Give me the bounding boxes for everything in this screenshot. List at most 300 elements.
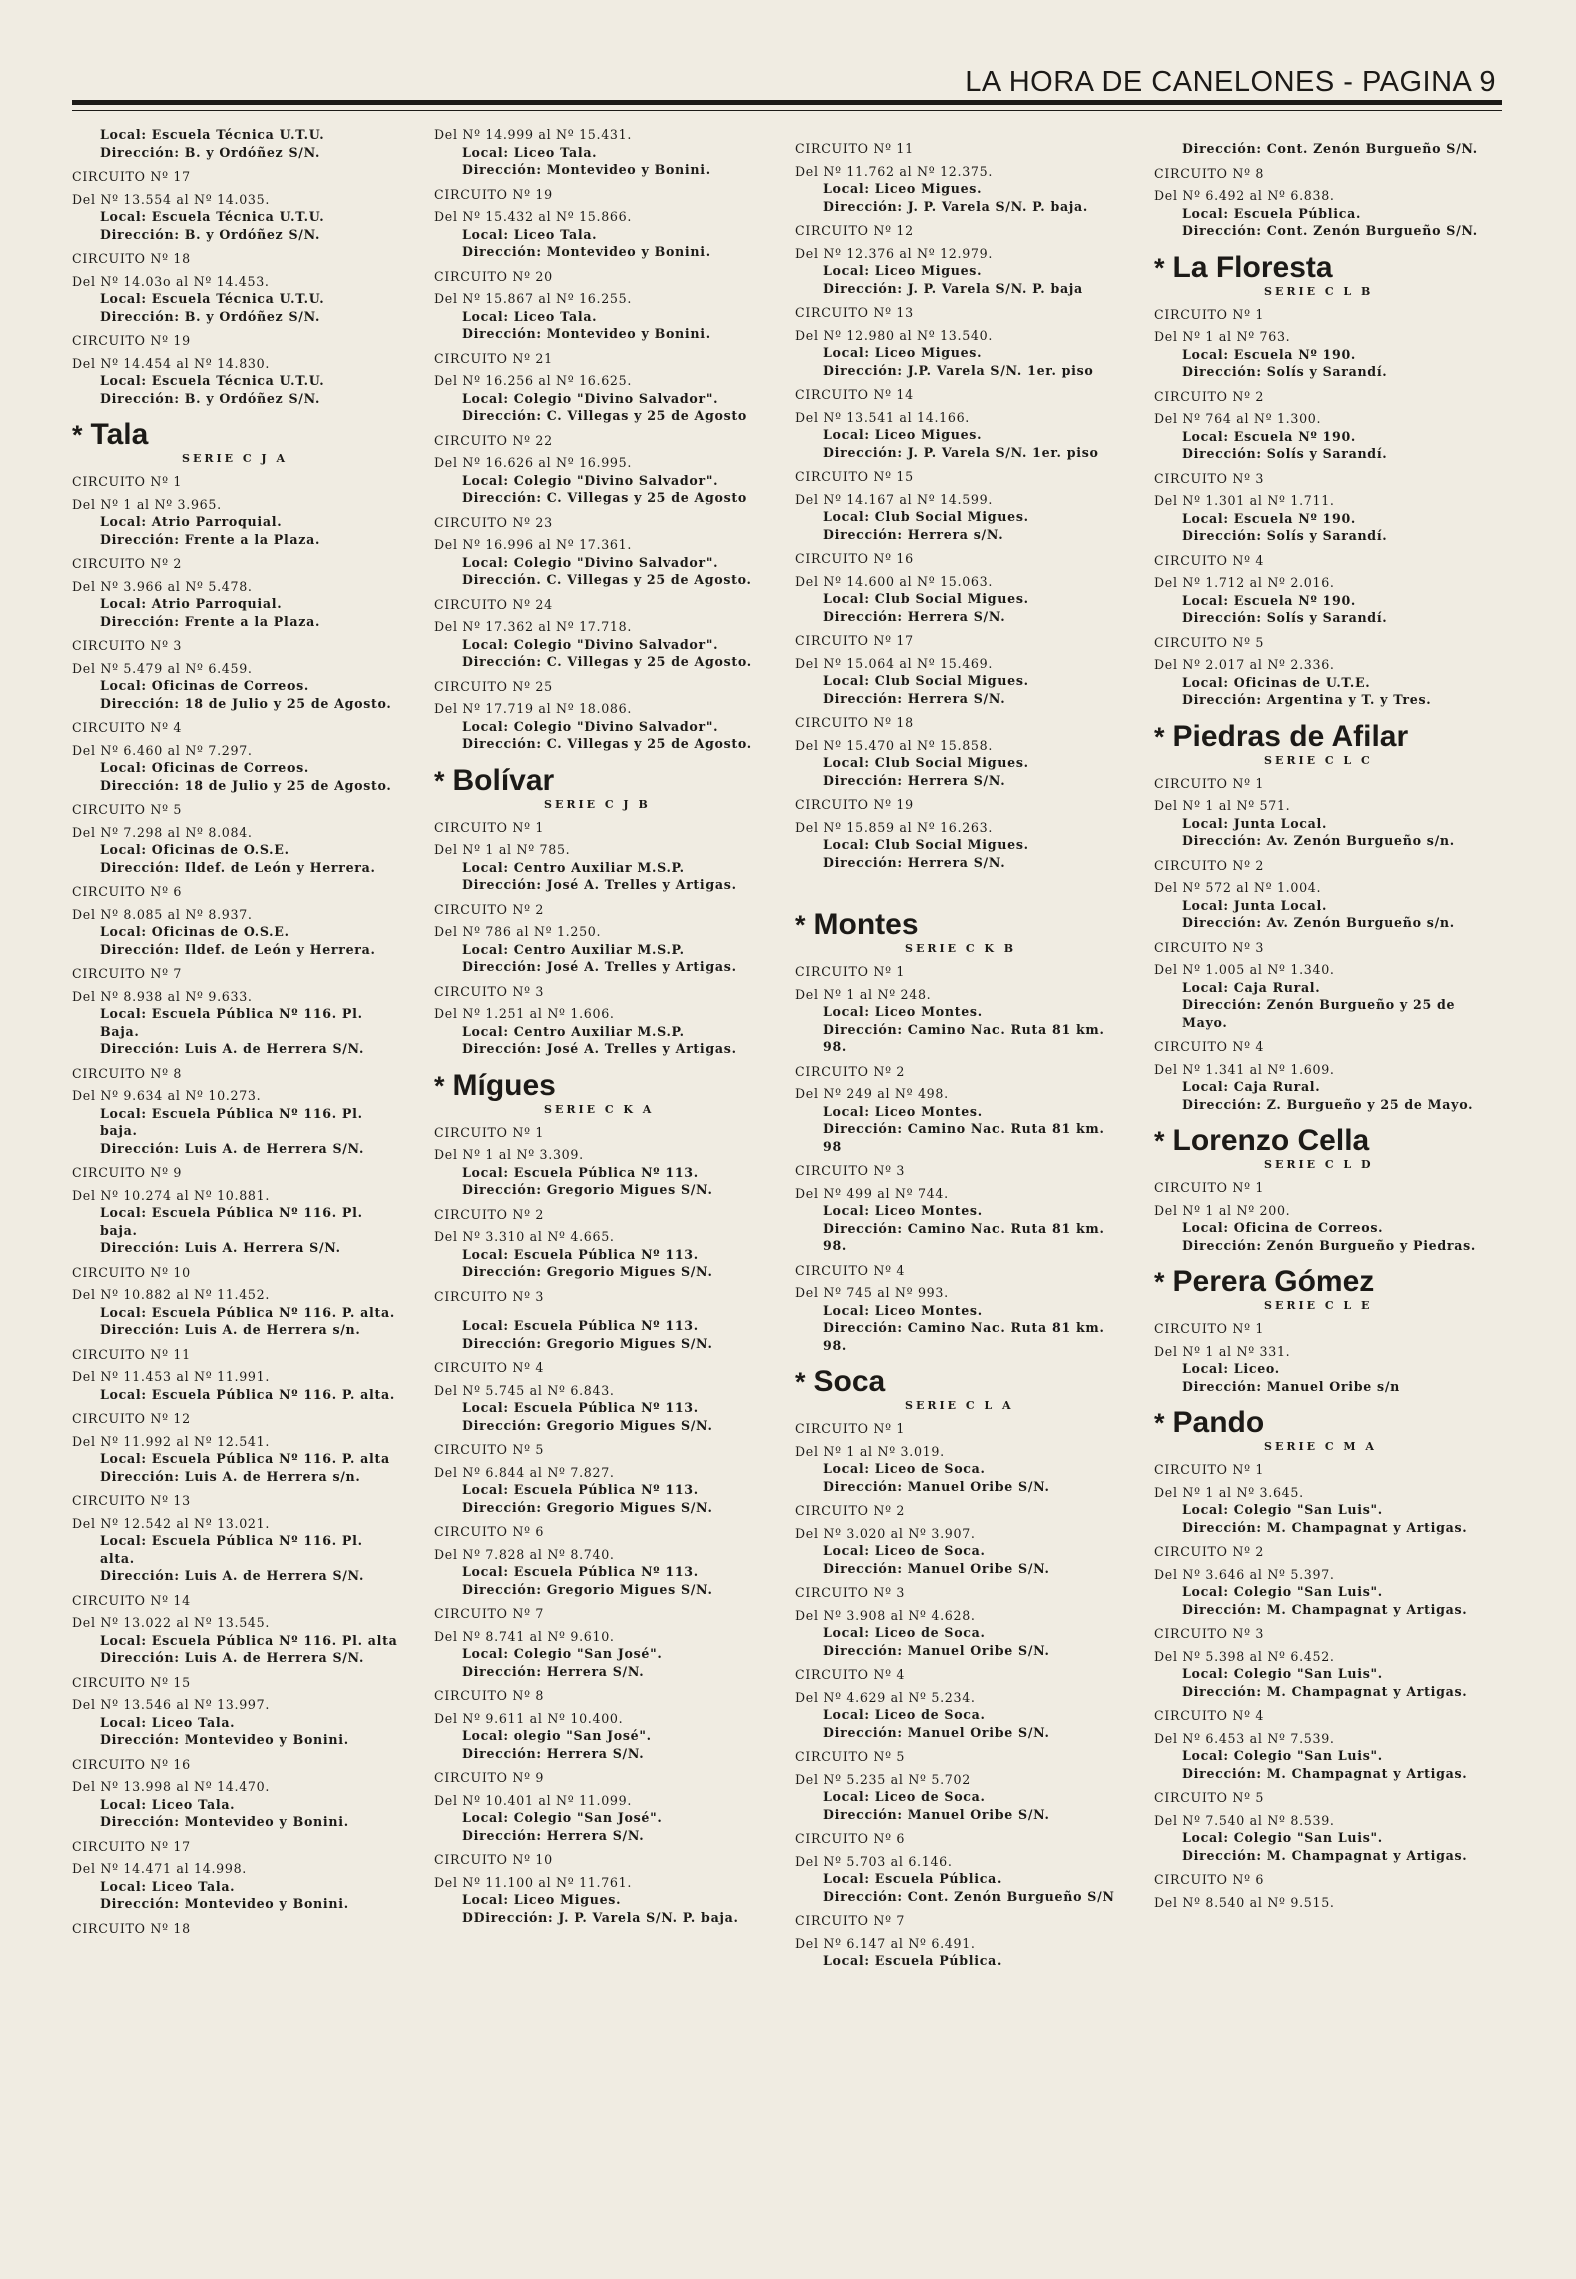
column-3 [795,126,1121,1970]
locality-name: Montes [813,908,919,941]
local-line: Local: Escuela Pública. [823,1953,1003,1968]
direccion-line: Dirección: Luis A. de Herrera s/n. [100,1322,361,1337]
circuit-heading: CIRCUITO Nº 3 [795,1163,906,1178]
circuit-range: Del Nº 9.611 al Nº 10.400. [434,1710,624,1726]
locality-name: Soca [813,1365,886,1398]
circuit-heading: CIRCUITO Nº 2 [434,901,545,917]
local-line: Local: Liceo Tala. [100,1714,236,1730]
direccion-line: Dirección: J.P. Varela S/N. 1er. piso [823,362,1094,378]
circuit-range: Del Nº 14.600 al Nº 15.063. [795,573,994,589]
local-line: Local: Atrio Parroquial. [100,596,283,611]
direccion-line: Dirección: M. Champagnat y Artigas. [1182,1765,1468,1781]
locality-name: La Floresta [1172,250,1333,284]
circuit-range: Del Nº 7.540 al Nº 8.539. [1154,1812,1335,1828]
circuit-range: Del Nº 1.301 al Nº 1.711. [1154,493,1335,508]
local-line: Local: Colegio "San Luis". [1182,1666,1383,1681]
local-line: Local: Liceo de Soca. [823,1461,986,1476]
circuit-range: Del Nº 6.147 al Nº 6.491. [795,1935,976,1951]
circuit-heading: CIRCUITO Nº 9 [72,1165,183,1180]
direccion-line: Dirección: Montevideo y Bonini. [462,244,711,259]
local-line: Local: Liceo Tala. [462,144,598,160]
asterisk-icon: * [72,420,83,450]
circuit-heading: CIRCUITO Nº 10 [72,1264,191,1280]
local-line: Local: Liceo Tala. [462,308,598,324]
circuit-heading: CIRCUITO Nº 8 [72,1065,183,1081]
circuit-range: Del Nº 9.634 al Nº 10.273. [72,1088,262,1103]
direccion-line: Dirección: Cont. Zenón Burgueño S/N [823,1888,1115,1904]
direccion-line: Dirección: B. y Ordóñez S/N. [100,144,321,160]
direccion-line: Dirección: Gregorio Migues S/N. [462,1581,713,1597]
circuit-range: Del Nº 15.859 al Nº 16.263. [795,819,994,835]
local-line: Local: Colegio "Divino Salvador". [462,718,719,734]
circuit-heading: CIRCUITO Nº 7 [795,1913,906,1928]
local-line: Local: Oficinas de U.T.E. [1182,674,1371,690]
circuit-range: Del Nº 6.453 al Nº 7.539. [1154,1730,1335,1746]
direccion-line: Dirección: Manuel Oribe S/N. [823,1642,1050,1658]
circuit-range: Del Nº 15.432 al Nº 15.866. [434,209,633,224]
direccion-line: Dirección: 18 de Julio y 25 de Agosto. [100,695,392,711]
circuit-range: Del Nº 12.980 al Nº 13.540. [795,327,994,343]
locality-name: Lorenzo Cella [1172,1124,1370,1157]
circuit-heading: CIRCUITO Nº 4 [1154,552,1265,568]
circuit-heading: CIRCUITO Nº 7 [72,966,183,981]
direccion-line: Dirección: Ildef. de León y Herrera. [100,941,376,957]
circuit-range: Del Nº 8.540 al Nº 9.515. [1154,1894,1335,1910]
circuit-range: Del Nº 1 al Nº 3.309. [434,1147,584,1162]
direccion-line: Dirección: B. y Ordóñez S/N. [100,226,321,242]
serie-label: SERIE C L A [905,1399,1014,1412]
asterisk-icon: * [795,910,806,940]
circuit-range: Del Nº 11.762 al Nº 12.375. [795,163,994,179]
circuit-range: Del Nº 13.546 al Nº 13.997. [72,1697,271,1712]
local-line: Local: Liceo. [1182,1361,1280,1376]
serie-label: SERIE C J B [544,797,651,811]
direccion-line: Dirección: 18 de Julio y 25 de Agosto. [100,777,392,793]
circuit-heading: CIRCUITO Nº 4 [795,1262,906,1278]
circuit-heading: CIRCUITO Nº 1 [434,1124,545,1140]
direccion-line: Dirección: Solís y Sarandí. [1182,528,1388,543]
section-title [795,909,1121,941]
local-line: Local: Escuela Pública Nº 116. Pl. baja. [100,1205,363,1238]
circuit-range: Del Nº 16.626 al Nº 16.995. [434,455,633,470]
local-line: Local: Liceo Migues. [823,345,983,360]
circuit-range: Del Nº 745 al Nº 993. [795,1285,949,1300]
circuit-range: Del Nº 14.03o al Nº 14.453. [72,273,270,289]
asterisk-icon: * [1154,1408,1165,1438]
circuit-heading: CIRCUITO Nº 1 [1154,775,1265,791]
local-line: Local: Liceo Migues. [823,181,983,196]
asterisk-icon: * [434,1070,445,1101]
local-line: Local: Liceo Migues. [823,427,983,442]
section-title [1154,1125,1480,1157]
direccion-line: Dirección: Luis A. de Herrera S/N. [100,1650,365,1665]
circuit-range: Del Nº 13.998 al Nº 14.470. [72,1779,271,1794]
local-line: Local: Escuela Técnica U.T.U. [100,373,325,388]
direccion-line: Dirección: Gregorio Migues S/N. [462,1499,713,1515]
circuit-heading: CIRCUITO Nº 17 [72,169,191,184]
circuit-range: Del Nº 12.542 al Nº 13.021. [72,1515,271,1531]
direccion-line: Dirección: Manuel Oribe S/N. [823,1560,1050,1576]
section-title [1154,1407,1480,1439]
circuit-range: Del Nº 11.992 al Nº 12.541. [72,1433,271,1449]
direccion-line: Dirección: Camino Nac. Ruta 81 km. 98. [823,1220,1105,1253]
circuit-heading: CIRCUITO Nº 5 [434,1442,545,1457]
direccion-line-cont: Mayo. [1182,1014,1228,1030]
circuit-range: Del Nº 1 al Nº 331. [1154,1343,1291,1359]
locality-name: Pando [1172,1406,1265,1439]
circuit-heading: CIRCUITO Nº 15 [72,1674,191,1690]
circuit-range: Del Nº 5.703 al 6.146. [795,1853,953,1869]
serie-label: SERIE C L C [1264,753,1373,767]
local-line: Local: Club Social Migues. [823,591,1029,606]
circuit-heading: CIRCUITO Nº 2 [72,556,183,571]
circuit-heading: CIRCUITO Nº 24 [434,596,553,612]
local-line: Local: Liceo de Soca. [823,1707,986,1722]
locality-name: Perera Gómez [1172,1265,1375,1298]
circuit-range: Del Nº 1 al Nº 3.965. [72,496,222,512]
direccion-line: Dirección: Herrera S/N. [823,854,1006,870]
circuit-range: Del Nº 1.251 al Nº 1.606. [434,1006,615,1021]
serie-label: SERIE C M A [1264,1440,1377,1453]
circuit-heading: CIRCUITO Nº 5 [795,1749,906,1764]
direccion-line: Dirección: Herrera S/N. [462,1827,645,1843]
circuit-heading: CIRCUITO Nº 4 [795,1667,906,1682]
local-line: Local: Oficinas de O.S.E. [100,924,290,939]
direccion-line: Dirección: Camino Nac. Ruta 81 km. 98. [823,1021,1105,1054]
direccion-line: Dirección: Argentina y T. y Tres. [1182,692,1432,707]
circuit-heading: CIRCUITO Nº 3 [795,1585,906,1600]
circuit-heading: CIRCUITO Nº 1 [1154,1321,1265,1336]
section-title [795,1366,1121,1398]
circuit-heading: CIRCUITO Nº 1 [1154,1462,1265,1477]
direccion-line: Dirección: Luis A. Herrera S/N. [100,1240,341,1255]
circuit-range: Del Nº 14.471 al 14.998. [72,1861,248,1876]
direccion-line: Dirección: Herrera S/N. [462,1663,645,1679]
local-line: Local: Liceo Montes. [823,1004,983,1019]
asterisk-icon: * [1154,1267,1165,1297]
circuit-range: Del Nº 1 al Nº 3.019. [795,1443,945,1459]
circuit-heading: CIRCUITO Nº 25 [434,678,553,694]
circuit-range: Del Nº 8.741 al Nº 9.610. [434,1628,615,1644]
local-line: Local: Escuela Pública Nº 113. [462,1318,699,1333]
direccion-line: Dirección: J. P. Varela S/N. P. baja [823,280,1083,296]
direccion-line: Dirección: Montevideo y Bonini. [100,1814,349,1829]
circuit-range: Del Nº 4.629 al Nº 5.234. [795,1689,976,1705]
direccion-line: Dirección: Montevideo y Bonini. [462,326,711,341]
circuit-range: Del Nº 8.938 al Nº 9.633. [72,988,253,1004]
direccion-line: Dirección: Montevideo y Bonini. [100,1732,349,1747]
circuit-heading: CIRCUITO Nº 21 [434,350,553,366]
circuit-range: Del Nº 1 al Nº 763. [1154,329,1291,344]
local-line: Local: Colegio "San José". [462,1646,663,1661]
local-line: Local: Liceo Migues. [462,1892,622,1907]
asterisk-icon: * [1154,252,1165,283]
locality-name: Tala [90,418,149,451]
circuit-range: Del Nº 3.646 al Nº 5.397. [1154,1566,1335,1582]
direccion-line: Dirección: M. Champagnat y Artigas. [1182,1683,1468,1699]
direccion-line: Dirección: Luis A. de Herrera S/N. [100,1041,365,1056]
circuit-range: Del Nº 11.453 al Nº 11.991. [72,1369,271,1384]
circuit-range: Del Nº 6.844 al Nº 7.827. [434,1464,615,1480]
circuit-range: Del Nº 499 al Nº 744. [795,1185,949,1201]
circuit-heading: CIRCUITO Nº 17 [795,633,914,648]
direccion-line: Dirección: Gregorio Migues S/N. [462,1182,713,1197]
circuit-heading: CIRCUITO Nº 5 [72,802,183,817]
direccion-line: Dirección: M. Champagnat y Artigas. [1182,1519,1468,1535]
circuit-range: Del Nº 10.401 al Nº 11.099. [434,1792,633,1808]
circuit-heading: CIRCUITO Nº 14 [795,387,914,402]
circuit-range: Del Nº 3.310 al Nº 4.665. [434,1229,615,1244]
circuit-range: Del Nº 13.541 al 14.166. [795,409,971,425]
circuit-range: Del Nº 8.085 al Nº 8.937. [72,906,253,922]
section-title [434,765,760,797]
circuit-range: Del Nº 14.167 al Nº 14.599. [795,491,994,507]
circuit-heading: CIRCUITO Nº 4 [1154,1039,1265,1054]
header-rule-thin [72,110,1502,111]
local-line: Local: Colegio "San Luis". [1182,1748,1383,1763]
circuit-heading: CIRCUITO Nº 19 [795,797,914,812]
direccion-line: Dirección. C. Villegas y 25 de Agosto. [462,572,752,587]
direccion-line: Dirección: Manuel Oribe s/n [1182,1378,1400,1394]
circuit-heading: CIRCUITO Nº 8 [1154,165,1265,181]
circuit-range: Del Nº 3.020 al Nº 3.907. [795,1525,976,1541]
section-title [1154,1266,1480,1298]
local-line: Local: Escuela Pública Nº 116. Pl. baja. [100,1105,363,1138]
circuit-heading: CIRCUITO Nº 14 [72,1592,191,1608]
circuit-heading: CIRCUITO Nº 5 [1154,634,1265,650]
circuit-heading: CIRCUITO Nº 18 [795,715,914,730]
circuit-heading: CIRCUITO Nº 9 [434,1770,545,1785]
circuit-range: Del Nº 7.298 al Nº 8.084. [72,824,253,840]
local-line: Local: Liceo Tala. [100,1796,236,1812]
locality-name: Mígues [452,1068,556,1102]
local-line: Local: Oficina de Correos. [1182,1220,1384,1235]
circuit-range: Del Nº 12.376 al Nº 12.979. [795,245,994,261]
circuit-heading: CIRCUITO Nº 8 [434,1688,545,1703]
circuit-heading: CIRCUITO Nº 2 [434,1206,545,1222]
circuit-heading: CIRCUITO Nº 3 [72,638,183,653]
circuit-heading: CIRCUITO Nº 1 [795,964,906,979]
direccion-line: Dirección: M. Champagnat y Artigas. [1182,1601,1468,1617]
circuit-range: Del Nº 15.867 al Nº 16.255. [434,291,633,306]
local-line: Local: Centro Auxiliar M.S.P. [462,859,685,875]
direccion-line: Dirección: Solís y Sarandí. [1182,364,1388,379]
local-line: Local: Liceo Montes. [823,1302,983,1318]
local-line: Local: Liceo Migues. [823,263,983,278]
circuit-heading: CIRCUITO Nº 1 [795,1421,906,1436]
circuit-range: Del Nº 13.022 al Nº 13.545. [72,1615,271,1630]
circuit-range: Del Nº 1 al Nº 571. [1154,798,1291,813]
circuit-range: Del Nº 15.064 al Nº 15.469. [795,655,994,671]
circuit-heading: CIRCUITO Nº 19 [72,333,191,348]
direccion-line: Dirección: Manuel Oribe S/N. [823,1724,1050,1740]
circuit-heading: CIRCUITO Nº 3 [434,1288,545,1304]
circuit-range: Del Nº 1 al Nº 200. [1154,1202,1291,1218]
circuit-heading: CIRCUITO Nº 22 [434,432,553,448]
circuit-heading: CIRCUITO Nº 3 [1154,470,1265,486]
circuit-range: Del Nº 17.362 al Nº 17.718. [434,619,633,634]
local-line: Local: Liceo de Soca. [823,1789,986,1804]
circuit-heading: CIRCUITO Nº 3 [1154,1626,1265,1641]
circuit-heading: CIRCUITO Nº 1 [72,474,183,489]
direccion-line: Dirección: C. Villegas y 25 de Agosto [462,490,747,505]
circuit-range: Del Nº 5.479 al Nº 6.459. [72,660,253,676]
serie-label: SERIE C L D [1264,1158,1374,1171]
direccion-line: Dirección: José A. Trelles y Artigas. [462,1041,737,1056]
direccion-line: Dirección: J. P. Varela S/N. 1er. piso [823,444,1099,460]
circuit-heading: CIRCUITO Nº 13 [72,1493,191,1508]
local-line: Local: Oficinas de Correos. [100,760,309,775]
local-line: Local: Liceo Tala. [100,1878,236,1894]
circuit-heading: CIRCUITO Nº 6 [72,884,183,899]
local-line: Local: Liceo Tala. [462,226,598,242]
circuit-heading: CIRCUITO Nº 3 [1154,939,1265,955]
local-line: Local: Centro Auxiliar M.S.P. [462,1023,685,1039]
asterisk-icon: * [434,765,445,796]
local-line: Local: Club Social Migues. [823,509,1029,524]
circuit-range: Del Nº 786 al Nº 1.250. [434,924,602,939]
direccion-line: Dirección: Luis A. de Herrera S/N. [100,1140,365,1156]
circuit-range: Del Nº 10.274 al Nº 10.881. [72,1187,271,1203]
direccion-line: Dirección: Camino Nac. Ruta 81 km. 98 [823,1121,1105,1154]
local-line: Local: Caja Rural. [1182,1079,1321,1094]
local-line: Local: Escuela Pública Nº 116. Pl. alta. [100,1533,363,1566]
circuit-heading: CIRCUITO Nº 13 [795,305,914,320]
circuit-heading: CIRCUITO Nº 3 [434,983,545,999]
circuit-heading: CIRCUITO Nº 11 [72,1346,191,1362]
direccion-line: Dirección: Herrera s/N. [823,526,1004,542]
circuit-heading: CIRCUITO Nº 20 [434,268,553,284]
serie-label: SERIE C K A [544,1102,655,1116]
circuit-heading: CIRCUITO Nº 2 [1154,857,1265,873]
direccion-line: Dirección: Frente a la Plaza. [100,531,321,547]
circuit-heading: CIRCUITO Nº 15 [795,469,914,484]
circuit-range: Del Nº 3.908 al Nº 4.628. [795,1607,976,1623]
local-line: Local: Escuela Técnica U.T.U. [100,291,325,306]
local-line: Local: olegio "San José". [462,1728,652,1743]
asterisk-icon: * [1154,721,1165,752]
circuit-heading: CIRCUITO Nº 19 [434,186,553,202]
local-line: Local: Escuela Pública Nº 116. P. alta. [100,1304,395,1320]
circuit-range: Del Nº 5.235 al Nº 5.702 [795,1771,971,1787]
local-line: Local: Escuela Pública Nº 116. Pl. alta [100,1632,398,1648]
circuit-range: Del Nº 3.966 al Nº 5.478. [72,578,253,594]
local-line: Local: Escuela Pública Nº 113. [462,1400,699,1415]
circuit-range: Del Nº 14.999 al Nº 15.431. [434,127,633,142]
local-line: Local: Colegio "San Luis". [1182,1584,1383,1599]
circuit-heading: CIRCUITO Nº 1 [434,819,545,835]
local-line: Local: Caja Rural. [1182,979,1321,995]
direccion-line: Dirección: M. Champagnat y Artigas. [1182,1847,1468,1863]
local-line: Local: Escuela Pública. [823,1871,1003,1886]
circuit-range: Del Nº 249 al Nº 498. [795,1086,949,1101]
local-line: Local: Escuela Nº 190. [1182,428,1357,444]
circuit-range: Del Nº 1 al Nº 3.645. [1154,1484,1304,1500]
page-header-title: LA HORA DE CANELONES - PAGINA 9 [965,66,1496,98]
local-line: Local: Escuela Nº 190. [1182,346,1357,362]
circuit-range: Del Nº 16.996 al Nº 17.361. [434,537,633,552]
direccion-line: Dirección: Manuel Oribe S/N. [823,1806,1050,1822]
local-line: Local: Junta Local. [1182,897,1328,913]
circuit-range: Del Nº 16.256 al Nº 16.625. [434,373,633,388]
circuit-range: Del Nº 1 al Nº 248. [795,986,932,1002]
direccion-line: Dirección: Gregorio Migues S/N. [462,1264,713,1279]
local-line: Local: Colegio "San Luis". [1182,1502,1383,1517]
local-line: Local: Colegio "Divino Salvador". [462,472,719,488]
circuit-heading: CIRCUITO Nº 23 [434,514,553,530]
local-line: Local: Escuela Pública Nº 113. [462,1246,699,1262]
direccion-line: Dirección: B. y Ordóñez S/N. [100,390,321,406]
direccion-line: Dirección: José A. Trelles y Artigas. [462,959,737,974]
circuit-heading: CIRCUITO Nº 4 [72,720,183,735]
section-title [1154,721,1480,753]
circuit-heading: CIRCUITO Nº 18 [72,251,191,266]
circuit-range: Del Nº 1.005 al Nº 1.340. [1154,962,1335,977]
circuit-range: Del Nº 7.828 al Nº 8.740. [434,1546,615,1562]
circuit-heading: CIRCUITO Nº 6 [795,1831,906,1846]
circuit-heading: CIRCUITO Nº 16 [795,551,914,566]
local-line: Local: Atrio Parroquial. [100,514,283,529]
circuit-heading: CIRCUITO Nº 11 [795,141,914,156]
circuit-heading: CIRCUITO Nº 12 [72,1411,191,1426]
direccion-line: Dirección: Herrera S/N. [462,1745,645,1761]
direccion-line: Dirección: C. Villegas y 25 de Agosto. [462,654,752,669]
direccion-line: DDirección: J. P. Varela S/N. P. baja. [462,1909,739,1925]
local-line: Local: Escuela Pública Nº 113. [462,1564,699,1579]
circuit-range: Del Nº 15.470 al Nº 15.858. [795,737,994,753]
serie-label: SERIE C L B [1264,284,1374,298]
circuit-heading: CIRCUITO Nº 12 [795,223,914,238]
circuit-heading: CIRCUITO Nº 10 [434,1852,553,1867]
circuit-range: Del Nº 1 al Nº 785. [434,842,571,857]
local-line: Local: Colegio "Divino Salvador". [462,390,719,406]
serie-label: SERIE C K B [905,942,1017,955]
circuit-range: Del Nº 14.454 al Nº 14.830. [72,355,271,371]
direccion-line: Dirección: Solís y Sarandí. [1182,446,1388,461]
direccion-line: Dirección: Av. Zenón Burgueño s/n. [1182,915,1455,930]
column-4 [1154,126,1480,1911]
direccion-line: Dirección: Av. Zenón Burgueño s/n. [1182,833,1455,848]
direccion-line: Dirección: Gregorio Migues S/N. [462,1335,713,1351]
local-line: Local: Junta Local. [1182,815,1328,831]
section-title [434,1070,760,1102]
asterisk-icon: * [795,1367,806,1397]
direccion-line: Dirección: Gregorio Migues S/N. [462,1417,713,1433]
circuit-heading: CIRCUITO Nº 17 [72,1838,191,1854]
serie-label: SERIE C L E [1264,1299,1373,1312]
local-line: Local: Liceo de Soca. [823,1625,986,1640]
local-line: Local: Escuela Pública Nº 116. P. alta [100,1451,390,1466]
section-title [72,419,398,451]
direccion-line: Dirección: Camino Nac. Ruta 81 km. 98. [823,1320,1105,1353]
local-line: Local: Liceo Montes. [823,1103,983,1119]
circuit-range: Del Nº 6.460 al Nº 7.297. [72,742,253,758]
direccion-line: Dirección: Solís y Sarandí. [1182,610,1388,625]
circuit-range: Del Nº 5.398 al Nº 6.452. [1154,1648,1335,1664]
circuit-heading: CIRCUITO Nº 5 [1154,1790,1265,1805]
local-line: Local: Oficinas de O.S.E. [100,842,290,857]
circuit-range: Del Nº 11.100 al Nº 11.761. [434,1874,633,1890]
local-line: Local: Liceo Montes. [823,1203,983,1218]
column-1 [72,126,398,1937]
circuit-heading: CIRCUITO Nº 16 [72,1756,191,1772]
local-line: Local: Escuela Técnica U.T.U. [100,209,325,224]
local-line: Local: Oficinas de Correos. [100,678,309,693]
column-2 [434,126,760,1926]
local-line: Local: Colegio "San Luis". [1182,1830,1383,1845]
local-line: Local: Escuela Nº 190. [1182,510,1357,526]
local-line: Local: Club Social Migues. [823,837,1029,852]
